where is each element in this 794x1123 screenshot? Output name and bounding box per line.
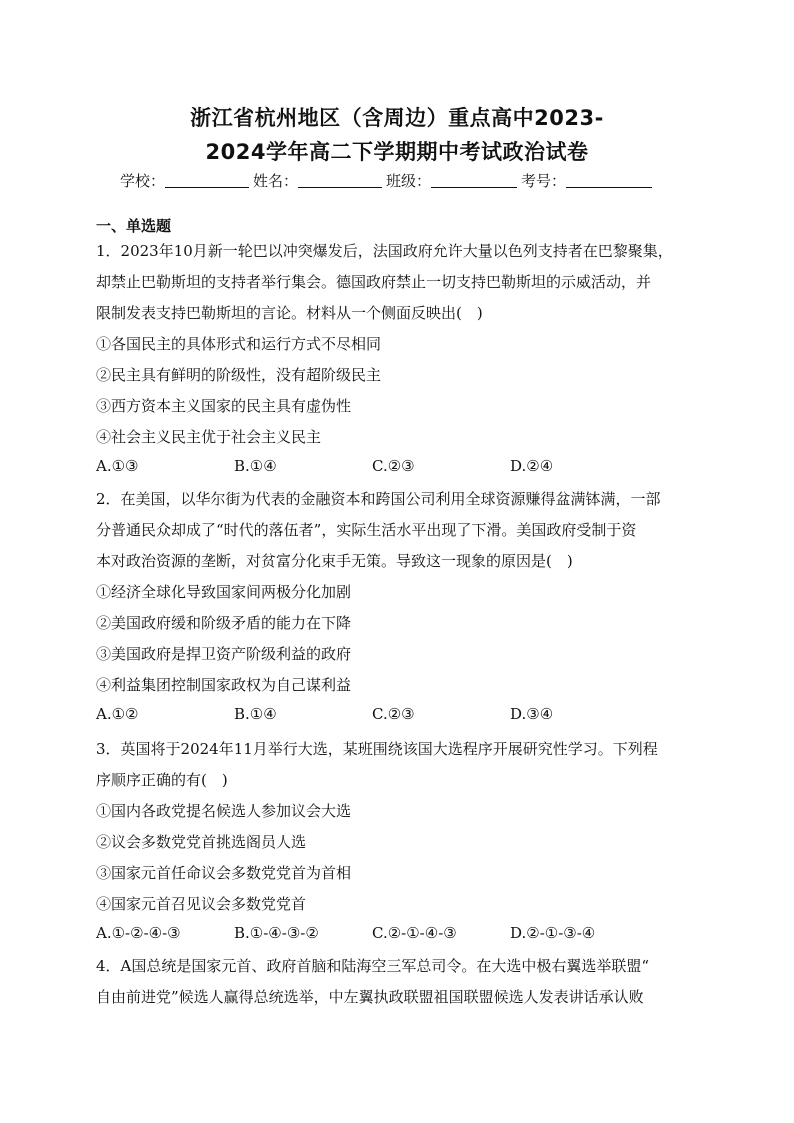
school-label: 学校： <box>120 172 166 190</box>
question-2-item: ②美国政府缓和阶级矛盾的能力在下降 <box>96 614 352 632</box>
question-2-stem-line: 本对政治资源的垄断，对贫富分化束手无策。导致这一现象的原因是( ) <box>96 552 573 570</box>
question-1-stem-line: 却禁止巴勒斯坦的支持者举行集会。德国政府禁止一切支持巴勒斯坦的示威活动，并 <box>96 273 652 291</box>
question-3-stem-line: 3．英国将于2024年11月举行大选，某班围绕该国大选程序开展研究性学习。下列程 <box>96 740 658 758</box>
question-1-option-a[interactable]: A.①③ <box>96 457 139 475</box>
question-3-option-a[interactable]: A.①-②-④-③ <box>96 924 181 942</box>
question-2-item: ③美国政府是捍卫资产阶级利益的政府 <box>96 645 352 663</box>
question-2-stem-line: 分普通民众却成了“时代的落伍者”，实际生活水平出现了下滑。美国政府受制于资 <box>96 521 637 539</box>
question-2-stem-line: 2．在美国，以华尔街为代表的金融资本和跨国公司利用全球资源赚得盆满钵满，一部 <box>96 490 661 508</box>
question-1-option-d[interactable]: D.②④ <box>510 457 554 475</box>
school-blank[interactable] <box>165 173 249 188</box>
question-2-option-c[interactable]: C.②③ <box>372 705 415 723</box>
exam-title-line1: 浙江省杭州地区（含周边）重点高中2023- <box>190 106 604 130</box>
question-3-option-c[interactable]: C.②-①-④-③ <box>372 924 457 942</box>
number-blank[interactable] <box>566 173 652 188</box>
question-2-item: ④利益集团控制国家政权为自己谋利益 <box>96 676 352 694</box>
question-3-option-d[interactable]: D.②-①-③-④ <box>510 924 596 942</box>
question-1-option-b[interactable]: B.①④ <box>234 457 277 475</box>
question-2-option-d[interactable]: D.③④ <box>510 705 554 723</box>
question-3-item: ③国家元首任命议会多数党党首为首相 <box>96 864 352 882</box>
name-label: 姓名： <box>253 172 299 190</box>
question-2-option-b[interactable]: B.①④ <box>234 705 277 723</box>
question-1-stem-line: 1．2023年10月新一轮巴以冲突爆发后，法国政府允许大量以色列支持者在巴黎聚集， <box>96 242 673 260</box>
exam-title-line2: 2024学年高二下学期期中考试政治试卷 <box>205 140 589 164</box>
question-1-stem-line: 限制发表支持巴勒斯坦的言论。材料从一个侧面反映出( ) <box>96 304 483 322</box>
section-heading: 一、单选题 <box>96 217 172 235</box>
number-label: 考号： <box>521 172 567 190</box>
class-label: 班级： <box>386 172 432 190</box>
question-2-option-a[interactable]: A.①② <box>96 705 139 723</box>
question-4-stem-line: 4．A国总统是国家元首、政府首脑和陆海空三军总司令。在大选中极右翼选举联盟“ <box>96 957 650 975</box>
question-3-option-b[interactable]: B.①-④-③-② <box>234 924 319 942</box>
class-blank[interactable] <box>431 173 517 188</box>
question-1-item: ④社会主义民主优于社会主义民主 <box>96 428 322 446</box>
question-1-item: ①各国民主的具体形式和运行方式不尽相同 <box>96 335 382 353</box>
student-info-row <box>120 170 656 191</box>
question-3-item: ①国内各政党提名候选人参加议会大选 <box>96 802 352 820</box>
question-1-option-c[interactable]: C.②③ <box>372 457 415 475</box>
question-2-item: ①经济全球化导致国家间两极分化加剧 <box>96 583 352 601</box>
question-4-stem-line: 自由前进党”候选人赢得总统选举，中左翼执政联盟祖国联盟候选人发表讲话承认败 <box>96 988 644 1006</box>
question-1-item: ②民主具有鲜明的阶级性，没有超阶级民主 <box>96 366 382 384</box>
question-1-item: ③西方资本主义国家的民主具有虚伪性 <box>96 397 352 415</box>
name-blank[interactable] <box>298 173 382 188</box>
question-3-item: ④国家元首召见议会多数党党首 <box>96 895 307 913</box>
question-3-stem-line: 序顺序正确的有( ) <box>96 771 228 789</box>
question-3-item: ②议会多数党党首挑选阁员人选 <box>96 833 307 851</box>
